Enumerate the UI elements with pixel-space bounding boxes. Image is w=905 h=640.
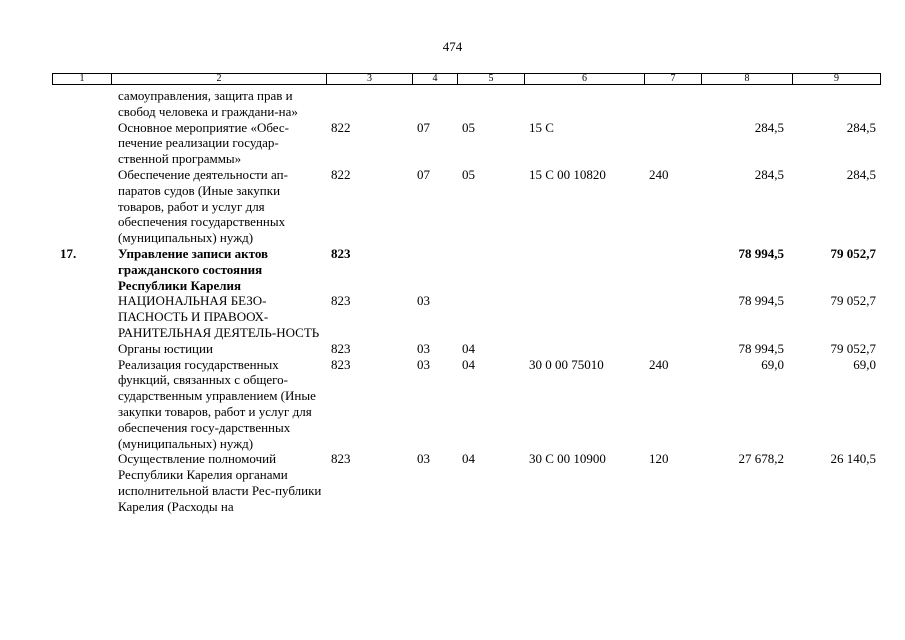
table-row [52, 357, 880, 452]
cell-col8: 69,0 [761, 356, 784, 372]
row-name: Основное мероприятие «Обес-печение реализации государ-ственной программы» [118, 119, 289, 167]
cell-col6: 15 С 00 10820 [529, 166, 606, 182]
cell-col9: 79 052,7 [830, 293, 876, 309]
cell-col5: 04 [462, 356, 475, 372]
cell-col8: 284,5 [754, 119, 784, 135]
row-name: НАЦИОНАЛЬНАЯ БЕЗО-ПАСНОСТЬ И ПРАВООХ-РАНИТЕЛЬНАЯ ДЕЯТЕЛЬ-НОСТЬ [118, 293, 320, 340]
page-number: 474 [442, 39, 463, 54]
column-header-5: 5 [458, 74, 525, 85]
cell-col9: 284,5 [846, 119, 876, 135]
cell-col9: 284,5 [846, 166, 876, 182]
cell-col8: 78 994,5 [738, 293, 784, 309]
table-row [52, 451, 880, 514]
row-name: Осуществление полномочий Республики Карелия органами исполнительной власти Рес-публики Карелия (Расходы на [118, 451, 322, 514]
table-row [52, 167, 880, 246]
row-name: Органы юстиции [118, 340, 213, 356]
row-number: 17. [60, 245, 77, 261]
cell-col6: 30 С 00 10900 [529, 451, 606, 467]
cell-col8: 284,5 [754, 166, 784, 182]
row-name: Управление записи актов гражданского состояния Республики Карелия [118, 245, 269, 293]
cell-col4: 03 [417, 451, 430, 467]
column-header-row [52, 73, 881, 85]
cell-col3: 823 [331, 356, 351, 372]
table-row-section [52, 246, 880, 293]
cell-col6: 15 С [529, 119, 554, 135]
table-row [52, 341, 880, 357]
cell-col8: 27 678,2 [738, 451, 784, 467]
cell-col7: 240 [649, 166, 669, 182]
column-header-4: 4 [413, 74, 458, 85]
column-header-2: 2 [112, 74, 327, 85]
row-name: самоуправления, защита прав и свобод человека и граждани-на» [118, 88, 298, 119]
cell-col5: 05 [462, 166, 475, 182]
cell-col4: 03 [417, 340, 430, 356]
cell-col9: 69,0 [853, 356, 876, 372]
cell-col8: 78 994,5 [738, 245, 784, 261]
cell-col5: 05 [462, 119, 475, 135]
cell-col9: 26 140,5 [830, 451, 876, 467]
cell-col6: 30 0 00 75010 [529, 356, 604, 372]
cell-col7: 120 [649, 451, 669, 467]
row-name: Реализация государственных функций, связанных с общего-сударственным управлением (Иные закупки товаров, работ и услуг для обеспечения госу-дарственных (муниципальных) нужд) [118, 356, 316, 451]
cell-col3: 822 [331, 119, 351, 135]
column-header-8: 8 [702, 74, 793, 85]
cell-col4: 03 [417, 356, 430, 372]
cell-col4: 07 [417, 119, 430, 135]
table-body [52, 88, 880, 515]
column-header-3: 3 [327, 74, 413, 85]
cell-col3: 822 [331, 166, 351, 182]
cell-col3: 823 [331, 293, 351, 309]
cell-col3: 823 [331, 245, 351, 261]
column-header-1: 1 [53, 74, 112, 85]
table-row [52, 293, 880, 340]
column-header-6: 6 [525, 74, 645, 85]
table-row [52, 120, 880, 167]
cell-col3: 823 [331, 340, 351, 356]
cell-col5: 04 [462, 451, 475, 467]
table-row [52, 88, 880, 120]
cell-col4: 03 [417, 293, 430, 309]
cell-col8: 78 994,5 [738, 340, 784, 356]
row-name: Обеспечение деятельности ап-паратов судов (Иные закупки товаров, работ и услуг для обеспечения государственных (муниципальных) нужд) [118, 166, 288, 246]
column-header-7: 7 [645, 74, 702, 85]
column-header-9: 9 [793, 74, 881, 85]
cell-col9: 79 052,7 [830, 340, 876, 356]
cell-col5: 04 [462, 340, 475, 356]
cell-col7: 240 [649, 356, 669, 372]
cell-col4: 07 [417, 166, 430, 182]
cell-col9: 79 052,7 [830, 245, 876, 261]
cell-col3: 823 [331, 451, 351, 467]
